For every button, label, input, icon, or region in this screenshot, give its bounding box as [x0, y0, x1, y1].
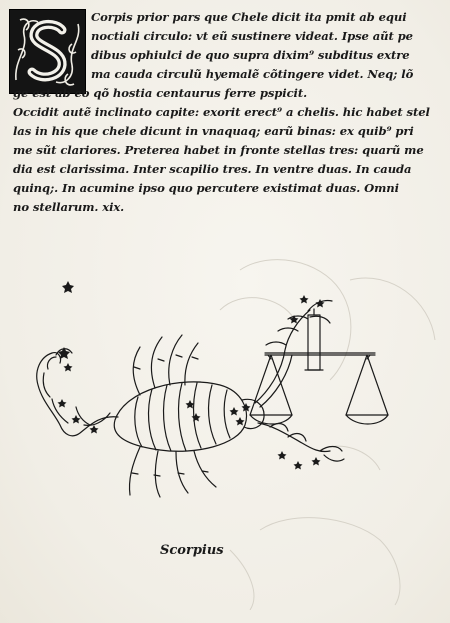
- star: [294, 461, 303, 470]
- star: [300, 295, 309, 304]
- libra-pan-right: [346, 415, 388, 424]
- text-line: las in his que chele dicunt in vnaquaq; earũ binas: ex quib⁹ pri: [13, 124, 414, 138]
- body-text: [13, 8, 433, 217]
- star: [236, 417, 245, 426]
- star: [71, 415, 80, 424]
- text-line: quinq;. In acumine ipso quo percutere existimat duas. Omni: [13, 181, 399, 195]
- text-line: noctiali circulo: vt eũ sustinere videat. Ipse aũt pe: [91, 29, 413, 43]
- star: [278, 451, 287, 460]
- text-line: ge est ab eo qõ hostia centaurus ferre pspicit.: [13, 86, 308, 100]
- text-line: ma cauda circulũ hyemalẽ cõtingere videt. Neq; lõ: [91, 67, 414, 81]
- text-line: me sũt clariores. Preterea habet in fronte stellas tres: quarũ me: [13, 143, 424, 157]
- star: [63, 363, 72, 372]
- star: [57, 399, 66, 408]
- star: [316, 299, 325, 308]
- text-line: dia est clarissima. Inter scapilio tres. In ventre duas. In cauda: [13, 162, 412, 176]
- text-line: Occidit autẽ inclinato capite: exorit erect⁹ a chelis. hic habet stel: [13, 105, 430, 119]
- figure-caption: Scorpius: [160, 543, 224, 558]
- scorpion-tail: [37, 353, 118, 436]
- star: [90, 425, 99, 434]
- star: [312, 457, 321, 466]
- text-line: dibus ophiulci de quo supra dixim⁹ subditus extre: [91, 48, 410, 62]
- text-line: no stellarum. xix.: [13, 200, 125, 214]
- scorpius-woodcut: [20, 275, 400, 505]
- libra-pan-left: [250, 415, 292, 424]
- star: [192, 413, 201, 422]
- star: [230, 407, 239, 416]
- text-line: Corpis prior pars que Chele dicit ita pmit ab equi: [91, 10, 407, 24]
- star: [62, 281, 74, 293]
